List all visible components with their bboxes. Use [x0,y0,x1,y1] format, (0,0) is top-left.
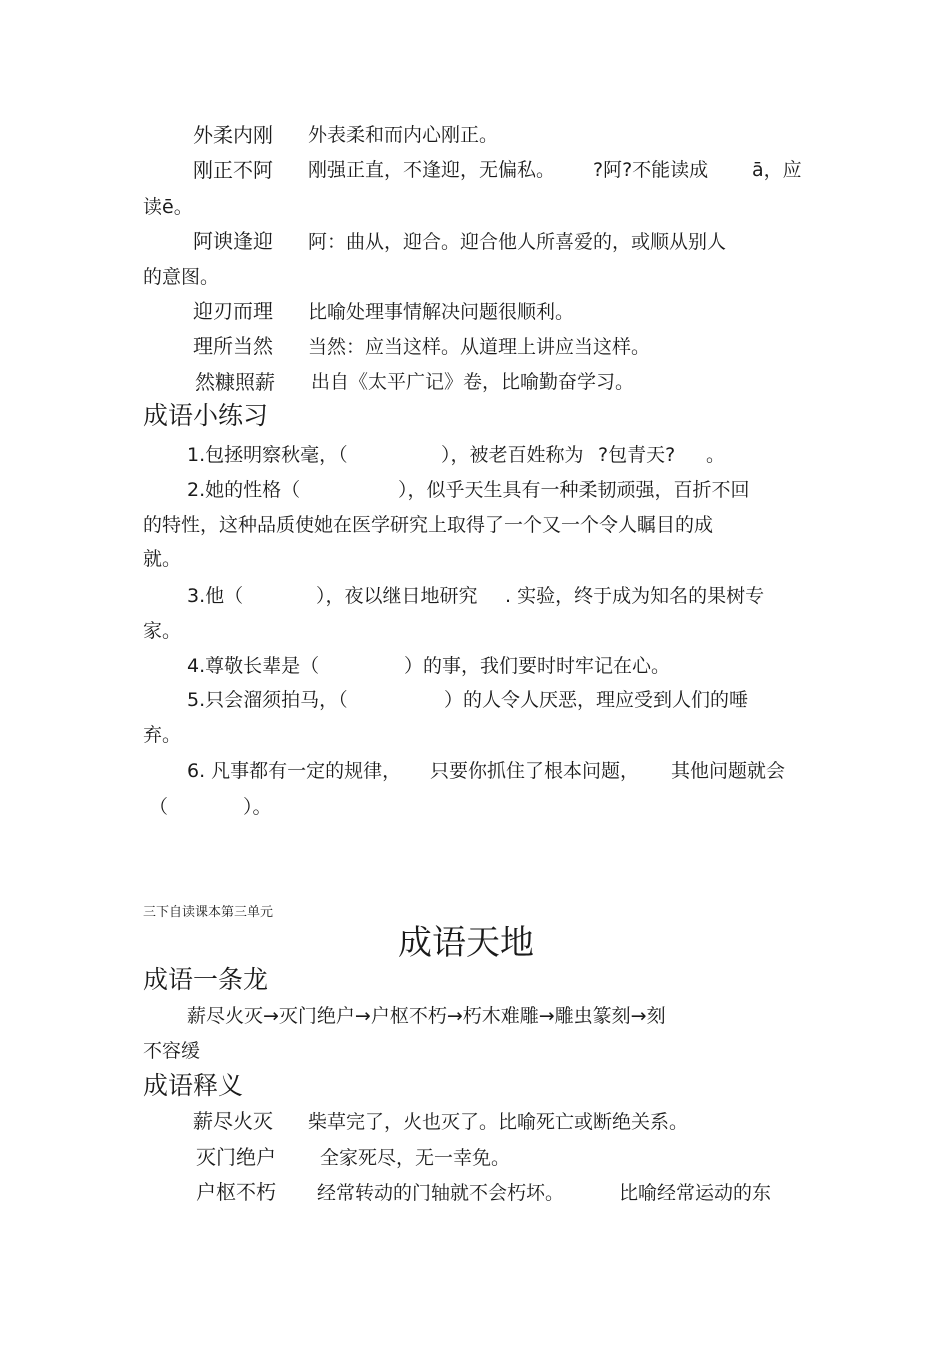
idiom-term: 阿谀逢迎 [193,229,273,253]
idiom-chain: 不容缓 [143,1040,201,1062]
question-2-text: 就。 [143,548,182,570]
idiom-definition: 当然：应当这样。从道理上讲应当这样。 [308,336,651,358]
idiom-definition: 全家死尽，无一幸免。 [320,1147,511,1169]
idiom-definition: 出自《太平广记》卷，比喻勤奋学习。 [311,371,635,393]
question-3-text: 3.他（ [187,585,244,607]
question-6-text: 只要你抓住了根本问题， [430,760,640,782]
question-1-text: ），被老百姓称为 [441,444,584,466]
question-4-text: 4.尊敬长辈是（ [187,655,320,677]
idiom-term: 理所当然 [193,334,273,358]
section-heading: 成语一条龙 [143,965,269,994]
idiom-term: 薪尽火灭 [193,1109,273,1133]
idiom-definition: 刚强正直，不逢迎，无偏私。 [308,159,556,181]
pronunciation-note-tail: ā，应 [752,159,802,181]
question-2-text: ），似乎天生具有一种柔韧顽强，百折不回 [398,479,750,501]
question-1-text: ?包青天? [598,444,676,466]
question-3-text: ），夜以继日地研究 [316,585,478,607]
idiom-term: 外柔内刚 [193,123,273,147]
unit-label: 三下自读课本第三单元 [143,905,274,920]
pronunciation-note: ?阿?不能读成 [593,159,709,181]
idiom-definition: 外表柔和而内心刚正。 [308,124,499,146]
question-4-text: ）的事，我们要时时牢记在心。 [404,655,671,677]
question-2-text: 的特性，这种品质使她在医学研究上取得了一个又一个令人瞩目的成 [143,514,714,536]
idiom-definition: 柴草完了，火也灭了。比喻死亡或断绝关系。 [308,1111,689,1133]
idiom-term: 户枢不朽 [196,1180,276,1204]
idiom-term: 然糠照薪 [195,370,275,394]
question-5-text: 5.只会溜须拍马，（ [187,689,348,711]
idiom-term: 灭门绝户 [196,1145,276,1169]
idiom-definition: 阿：曲从，迎合。迎合他人所喜爱的，或顺从别人 [308,231,727,253]
question-1-text: 。 [706,444,726,466]
question-6-text: （ [149,796,169,818]
question-3-text: . 实验，终于成为知名的果树专 [505,585,765,607]
idiom-term: 迎刃而理 [193,299,273,323]
section-heading: 成语小练习 [143,401,269,430]
page-title: 成语天地 [398,923,534,963]
definition-continuation: 读ē。 [143,196,193,218]
definition-continuation: 的意图。 [143,266,220,288]
section-heading: 成语释义 [143,1071,244,1100]
question-6-text: 6. 凡事都有一定的规律， [187,760,402,782]
idiom-definition: 比喻经常运动的东 [619,1182,772,1204]
idiom-definition: 经常转动的门轴就不会朽坏。 [317,1182,565,1204]
idiom-chain: 薪尽火灭→灭门绝户→户枢不朽→朽木难雕→雕虫篆刻→刻 [187,1005,666,1027]
question-6-text: 其他问题就会 [671,760,786,782]
question-6-text: ）。 [243,796,272,818]
question-5-text: ）的人令人厌恶，理应受到人们的唾 [444,689,749,711]
idiom-definition: 比喻处理事情解决问题很顺利。 [308,301,575,323]
question-1-text: 1.包拯明察秋毫，（ [187,444,348,466]
question-2-text: 2.她的性格（ [187,479,301,501]
idiom-term: 刚正不阿 [193,158,273,182]
question-5-text: 弃。 [143,724,182,746]
question-3-text: 家。 [143,620,182,642]
